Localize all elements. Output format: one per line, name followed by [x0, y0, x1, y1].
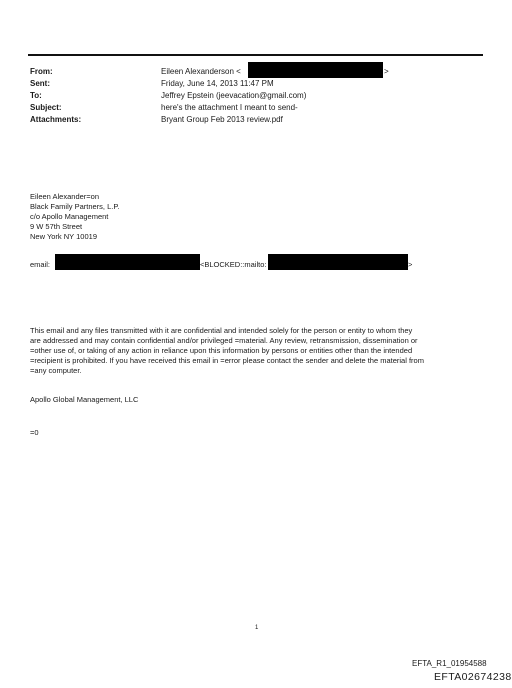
subject-value: here's the attachment I meant to send- — [161, 103, 298, 112]
from-value: Eileen Alexanderson < — [161, 67, 241, 76]
from-close: > — [384, 67, 389, 76]
document-id-secondary: EFTA02674238 — [434, 671, 512, 683]
signature-line: Eileen Alexander=on — [30, 192, 100, 201]
redaction-email-address — [55, 254, 200, 270]
disclaimer-line: =any computer. — [30, 366, 82, 375]
attachments-label: Attachments: — [30, 115, 82, 124]
email-close: > — [408, 260, 413, 269]
sent-label: Sent: — [30, 79, 50, 88]
document-id-primary: EFTA_R1_01954588 — [412, 659, 487, 668]
email-label: email: — [30, 260, 51, 269]
page-number: 1 — [255, 625, 259, 631]
redaction-from-email — [248, 62, 383, 78]
header-rule — [28, 54, 483, 56]
disclaimer-line: are addressed and may contain confidential and/or privileged =material. Any review, retransmission, dissemination or — [30, 336, 418, 345]
attachments-value[interactable]: Bryant Group Feb 2013 review.pdf — [161, 115, 283, 124]
to-value: Jeffrey Epstein (jeevacation@gmail.com) — [161, 91, 307, 100]
signature-line: 9 W 57th Street — [30, 222, 83, 231]
signature-line: c/o Apollo Management — [30, 212, 109, 221]
disclaimer-line: =other use of, or taking of any action in reliance upon this information by persons or entities other than the intended — [30, 346, 413, 355]
trailer-text: =0 — [30, 428, 39, 437]
from-label: From: — [30, 67, 53, 76]
signature-block — [30, 192, 119, 242]
signature-line: Black Family Partners, L.P. — [30, 202, 120, 211]
subject-label: Subject: — [30, 103, 62, 112]
disclaimer-line: This email and any files transmitted with it are confidential and intended solely for the person or entity to whom they — [30, 326, 413, 335]
sent-value: Friday, June 14, 2013 11:47 PM — [161, 79, 274, 88]
redaction-mailto-address — [268, 254, 408, 270]
to-label: To: — [30, 91, 42, 100]
company-name: Apollo Global Management, LLC — [30, 395, 139, 404]
disclaimer-line: =recipient is prohibited. If you have received this email in =error please contact the sender and delete the material from — [30, 356, 424, 365]
confidentiality-disclaimer — [30, 326, 485, 376]
signature-line: New York NY 10019 — [30, 232, 97, 241]
email-blocked-mailto: <BLOCKED::mailto: — [200, 260, 267, 269]
